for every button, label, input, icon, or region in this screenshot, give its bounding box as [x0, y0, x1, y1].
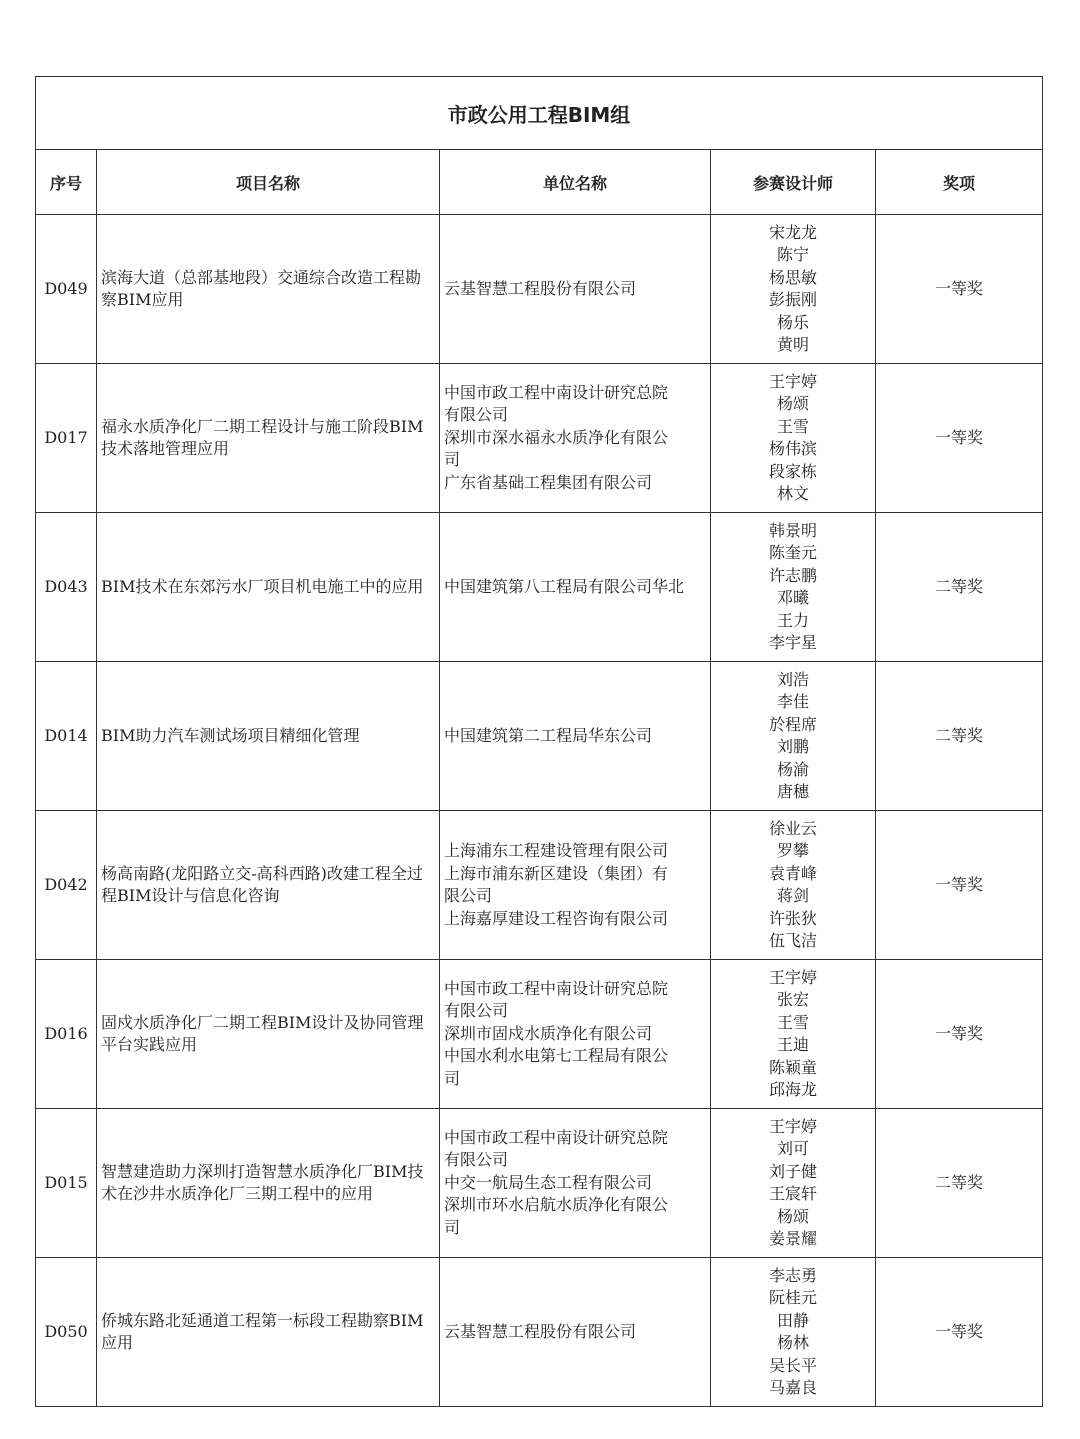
table-row	[36, 1109, 1043, 1258]
project-name: 福永水质净化厂二期工程设计与施工阶段BIM技术落地管理应用	[97, 364, 440, 513]
header-row	[36, 150, 1043, 215]
designer-list	[711, 811, 876, 960]
unit-line: 限公司	[444, 886, 493, 905]
project-name: 杨高南路(龙阳路立交-高科西路)改建工程全过程BIM设计与信息化咨询	[97, 811, 440, 960]
award: 一等奖	[876, 811, 1043, 960]
unit-name	[440, 215, 711, 364]
unit-line: 有限公司	[444, 1001, 509, 1021]
unit-line: 司	[444, 1217, 461, 1237]
designer-name: 王雪	[776, 1012, 809, 1032]
unit-name	[440, 811, 711, 960]
designer-name: 刘鹏	[776, 737, 809, 756]
designer-name: 王雪	[776, 416, 809, 436]
entry-id: D042	[36, 811, 97, 960]
award: 一等奖	[876, 215, 1043, 364]
designer-name: 吴长平	[768, 1355, 817, 1375]
designer-name: 刘子健	[768, 1161, 817, 1181]
table-row	[36, 364, 1043, 513]
unit-line: 中国建筑第二工程局华东公司	[444, 725, 653, 745]
unit-name	[440, 1109, 711, 1258]
designer-name: 陈颖童	[768, 1057, 817, 1077]
award-table	[35, 76, 1043, 1407]
unit-line: 广东省基础工程集团有限公司	[444, 472, 653, 492]
designer-name: 杨渝	[776, 759, 809, 779]
designer-name: 伍飞洁	[768, 931, 817, 950]
designer-name: 王宇婷	[768, 1116, 817, 1136]
designer-name: 李宇星	[768, 633, 817, 652]
designer-name: 马嘉良	[768, 1378, 817, 1397]
designer-name: 刘浩	[776, 669, 809, 689]
designer-name: 杨思敏	[768, 267, 817, 287]
designer-name: 李志勇	[768, 1265, 817, 1285]
designer-name: 田静	[776, 1310, 809, 1330]
designer-name: 罗攀	[776, 841, 809, 860]
designer-name: 杨颂	[776, 1206, 809, 1226]
table-row	[36, 513, 1043, 662]
unit-line: 深圳市深水福永水质净化有限公	[444, 427, 669, 447]
designer-name: 刘可	[776, 1139, 809, 1158]
unit-line: 有限公司	[444, 405, 509, 425]
designer-name: 邓曦	[776, 588, 809, 607]
table-row	[36, 811, 1043, 960]
designer-list	[711, 1258, 876, 1407]
unit-line: 司	[444, 450, 461, 470]
designer-name: 王宸轩	[768, 1184, 817, 1203]
header-id: 序号	[36, 150, 97, 215]
designer-name: 邱海龙	[768, 1080, 817, 1099]
unit-line: 中交一航局生态工程有限公司	[444, 1172, 653, 1192]
entry-id: D014	[36, 662, 97, 811]
designer-name: 黄明	[776, 335, 809, 354]
entry-id: D016	[36, 960, 97, 1109]
table-title: 市政公用工程BIM组	[36, 77, 1043, 150]
designer-name: 蒋剑	[776, 886, 809, 905]
entry-id: D017	[36, 364, 97, 513]
table-row	[36, 1258, 1043, 1407]
unit-line: 中国水利水电第七工程局有限公	[444, 1046, 669, 1066]
unit-line: 司	[444, 1068, 461, 1088]
designer-name: 王宇婷	[768, 371, 817, 391]
project-name: BIM技术在东郊污水厂项目机电施工中的应用	[97, 513, 440, 662]
designer-name: 许张狄	[768, 908, 817, 928]
designer-list	[711, 215, 876, 364]
unit-name	[440, 1258, 711, 1407]
designer-name: 杨乐	[776, 312, 809, 332]
unit-line: 中国建筑第八工程局有限公司华北	[444, 576, 685, 596]
unit-line: 上海市浦东新区建设（集团）有	[444, 863, 669, 883]
designer-name: 宋龙龙	[768, 222, 817, 242]
award: 二等奖	[876, 513, 1043, 662]
designer-name: 於程席	[768, 714, 817, 734]
project-name: 固戍水质净化厂二期工程BIM设计及协同管理平台实践应用	[97, 960, 440, 1109]
header-award: 奖项	[876, 150, 1043, 215]
table-row	[36, 662, 1043, 811]
award: 二等奖	[876, 662, 1043, 811]
unit-line: 中国市政工程中南设计研究总院	[444, 1127, 669, 1147]
table-title-row	[36, 77, 1043, 150]
designer-name: 姜景耀	[768, 1229, 817, 1248]
designer-name: 杨林	[776, 1333, 809, 1352]
designer-list	[711, 1109, 876, 1258]
designer-name: 阮桂元	[768, 1288, 817, 1307]
table-body	[36, 215, 1043, 1407]
project-name: 智慧建造助力深圳打造智慧水质净化厂BIM技术在沙井水质净化厂三期工程中的应用	[97, 1109, 440, 1258]
designer-name: 彭振刚	[768, 290, 817, 309]
designer-name: 张宏	[776, 990, 809, 1009]
project-name: BIM助力汽车测试场项目精细化管理	[97, 662, 440, 811]
designer-name: 唐穗	[776, 782, 809, 801]
unit-name	[440, 662, 711, 811]
designer-name: 李佳	[776, 692, 809, 711]
designer-name: 林文	[776, 484, 809, 503]
unit-line: 云基智慧工程股份有限公司	[444, 278, 637, 298]
unit-line: 上海嘉厚建设工程咨询有限公司	[444, 908, 669, 928]
entry-id: D015	[36, 1109, 97, 1258]
designer-name: 陈奎元	[768, 543, 817, 562]
project-name: 滨海大道（总部基地段）交通综合改造工程勘察BIM应用	[97, 215, 440, 364]
unit-line: 云基智慧工程股份有限公司	[444, 1321, 637, 1341]
entry-id: D050	[36, 1258, 97, 1407]
unit-name	[440, 364, 711, 513]
designer-list	[711, 960, 876, 1109]
unit-line: 有限公司	[444, 1150, 509, 1170]
designer-name: 段家栋	[768, 461, 817, 481]
designer-name: 王力	[776, 610, 809, 630]
designer-name: 王迪	[776, 1035, 809, 1054]
designer-name: 王宇婷	[768, 967, 817, 987]
table-row	[36, 215, 1043, 364]
entry-id: D049	[36, 215, 97, 364]
award: 一等奖	[876, 364, 1043, 513]
header-unit: 单位名称	[440, 150, 711, 215]
header-project: 项目名称	[97, 150, 440, 215]
designer-list	[711, 662, 876, 811]
designer-list	[711, 513, 876, 662]
award: 一等奖	[876, 960, 1043, 1109]
unit-name	[440, 960, 711, 1109]
award: 一等奖	[876, 1258, 1043, 1407]
designer-name: 袁青峰	[768, 863, 817, 883]
unit-line: 中国市政工程中南设计研究总院	[444, 382, 669, 402]
project-name: 侨城东路北延通道工程第一标段工程勘察BIM应用	[97, 1258, 440, 1407]
designer-list	[711, 364, 876, 513]
designer-name: 许志鹏	[768, 565, 817, 585]
table-row	[36, 960, 1043, 1109]
award: 二等奖	[876, 1109, 1043, 1258]
header-designers: 参赛设计师	[711, 150, 876, 215]
unit-line: 中国市政工程中南设计研究总院	[444, 978, 669, 998]
designer-name: 陈宁	[776, 245, 809, 264]
entry-id: D043	[36, 513, 97, 662]
designer-name: 杨颂	[776, 394, 809, 413]
unit-line: 深圳市固戍水质净化有限公司	[444, 1023, 653, 1043]
unit-line: 深圳市环水启航水质净化有限公	[444, 1195, 669, 1215]
unit-line: 上海浦东工程建设管理有限公司	[444, 841, 669, 860]
designer-name: 徐业云	[768, 818, 817, 838]
unit-name	[440, 513, 711, 662]
designer-name: 韩景明	[768, 520, 817, 540]
designer-name: 杨伟滨	[768, 439, 817, 458]
